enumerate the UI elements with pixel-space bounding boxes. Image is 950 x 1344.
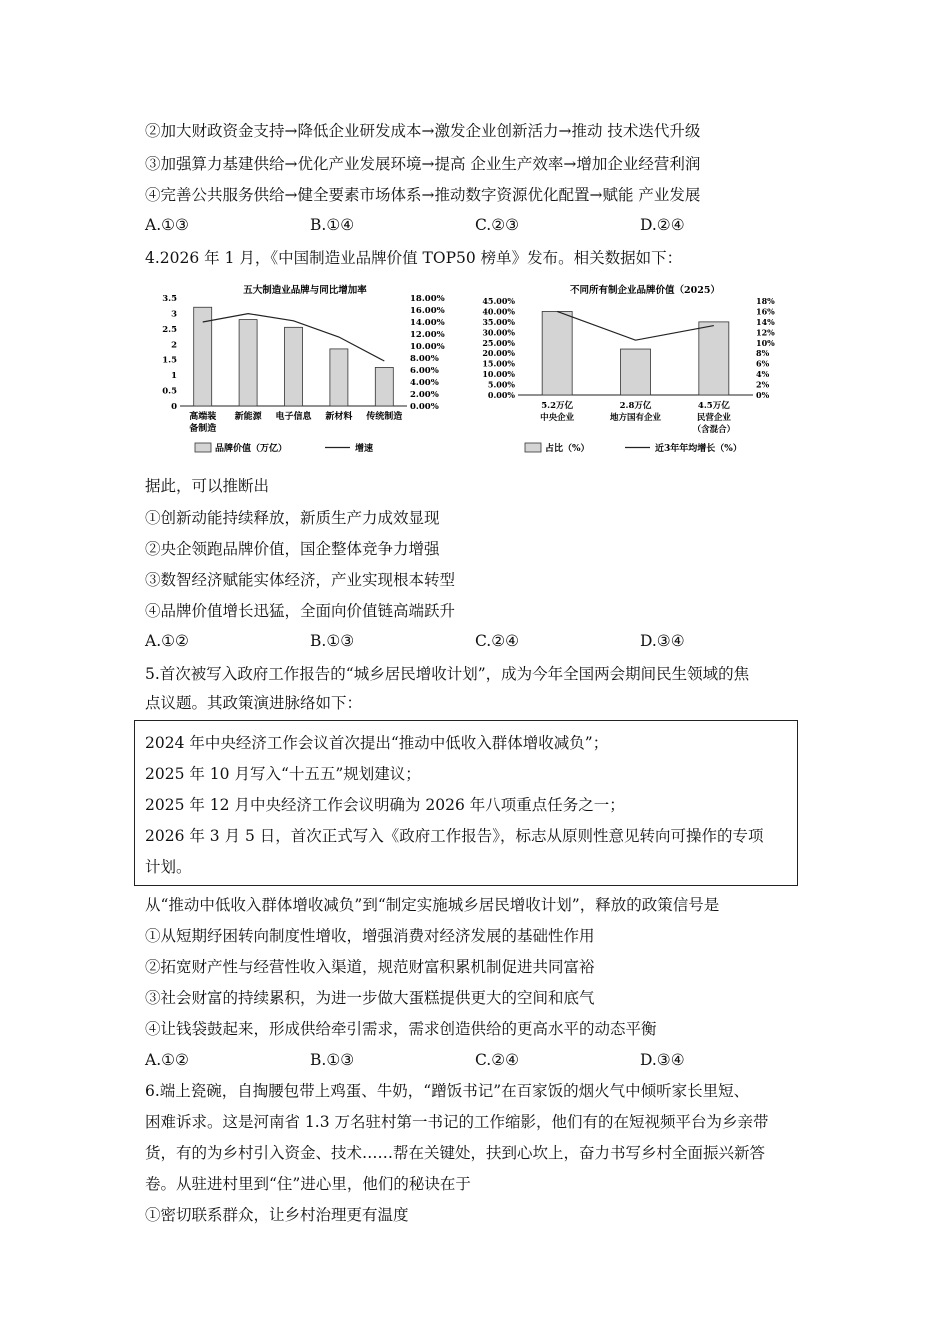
q6-stem-line-4: 卷。从驻进村里到“住”进心里，他们的秘诀在于	[145, 1175, 471, 1193]
legend-bar-swatch	[195, 443, 211, 452]
left-tick-label: 45.00%	[482, 296, 515, 306]
q5-option-b: B.①③	[310, 1051, 355, 1069]
bar	[375, 367, 393, 406]
left-tick-label: 40.00%	[482, 306, 515, 317]
bar	[542, 311, 572, 395]
right-tick-label: 10%	[756, 337, 775, 348]
q5-item-3: ③社会财富的持续累积，为进一步做大蛋糕提供更大的空间和底气	[145, 989, 595, 1007]
category-label: 4.5万亿民营企业（含混合）	[692, 401, 736, 435]
category-label: 新能源	[234, 412, 262, 422]
q5-question: 从“推动中低收入群体增收减负”到“制定实施城乡居民增收计划”，释放的政策信号是	[145, 896, 720, 914]
q5-option-d: D.③④	[640, 1051, 685, 1069]
left-tick-label: 10.00%	[482, 369, 515, 380]
legend-bar-label: 品牌价值（万亿）	[215, 444, 288, 454]
category-labels	[189, 410, 402, 434]
category-label: 5.2万亿中央企业	[540, 401, 575, 423]
q3-option-c: C.②③	[475, 216, 520, 234]
right-tick-label: 10.00%	[410, 342, 445, 352]
q4-item-4: ④品牌价值增长迅猛，全面向价值链高端跃升	[145, 602, 456, 620]
left-tick-label: 1	[171, 371, 177, 382]
right-tick-label: 18.00%	[410, 294, 445, 304]
growth-line-series	[557, 311, 714, 340]
right-tick-label: 16.00%	[410, 306, 445, 316]
left-tick-label: 35.00%	[482, 316, 515, 327]
q4-option-a: A.①②	[145, 632, 189, 650]
q5-box-line-1: 2024 年中央经济工作会议首次提出“推动中低收入群体增收减负”；	[145, 734, 609, 752]
q5-box-line-4: 2026 年 3 月 5 日，首次正式写入《政府工作报告》，标志从原则性意见转向可操作的专项	[145, 827, 764, 845]
q5-option-a: A.①②	[145, 1051, 189, 1069]
bar-series	[194, 307, 394, 406]
category-label: 传统制造	[366, 412, 403, 422]
category-labels	[540, 400, 735, 435]
q4-option-d: D.③④	[640, 632, 685, 650]
left-tick-label: 15.00%	[482, 358, 515, 369]
q3-item-3: ③加强算力基建供给→优化产业发展环境→提高 企业生产效率→增加企业经营利润	[145, 155, 701, 173]
right-tick-label: 4.00%	[410, 378, 439, 388]
q6-stem-line-2: 困难诉求。这是河南省 1.3 万名驻村第一书记的工作缩影，他们有的在短视频平台为乡亲带	[145, 1113, 769, 1131]
right-tick-label: 0%	[756, 390, 770, 400]
right-tick-label: 16%	[756, 306, 775, 317]
q5-option-c: C.②④	[475, 1051, 520, 1069]
q5-item-4: ④让钱袋鼓起来，形成供给牵引需求，需求创造供给的更高水平的动态平衡	[145, 1020, 657, 1038]
left-tick-label: 0	[171, 402, 177, 412]
q3-option-a: A.①③	[145, 216, 189, 234]
right-axis-ticks	[756, 296, 775, 400]
chart-industry-brand-value	[145, 279, 465, 465]
q5-box-line-2: 2025 年 10 月写入“十五五”规划建议；	[145, 765, 421, 783]
q3-option-d: D.②④	[640, 216, 685, 234]
right-tick-label: 6%	[756, 358, 770, 369]
left-tick-label: 1.5	[162, 355, 177, 366]
legend-bar-label: 占比（%）	[545, 444, 590, 454]
right-tick-label: 14%	[756, 316, 775, 327]
left-tick-label: 20.00%	[482, 348, 515, 359]
bar	[194, 307, 212, 406]
right-tick-label: 12.00%	[410, 330, 445, 340]
q5-item-2: ②拓宽财产性与经营性收入渠道，规范财富积累机制促进共同富裕	[145, 958, 595, 976]
left-tick-label: 3.5	[162, 294, 177, 304]
right-tick-label: 0.00%	[410, 402, 439, 412]
legend-line-label: 近3年年均增长（%）	[655, 444, 742, 454]
legend-bar-swatch	[525, 443, 541, 452]
right-tick-label: 2.00%	[410, 390, 439, 400]
left-tick-label: 25.00%	[482, 337, 515, 348]
q3-option-b: B.①④	[310, 216, 355, 234]
right-tick-label: 8.00%	[410, 354, 439, 364]
left-tick-label: 0.00%	[487, 390, 515, 400]
right-tick-label: 8%	[756, 348, 770, 359]
q4-stem: 4.2026 年 1 月，《中国制造业品牌价值 TOP50 榜单》发布。相关数据如下：	[145, 249, 683, 267]
chart-industry-svg	[145, 279, 465, 461]
right-tick-label: 4%	[756, 369, 770, 380]
chart-ownership-svg	[470, 279, 790, 461]
q4-item-3: ③数智经济赋能实体经济，产业实现根本转型	[145, 571, 456, 589]
right-axis-ticks	[410, 294, 445, 412]
category-label: 高端装备制造	[189, 412, 217, 434]
chart-legend	[525, 442, 742, 454]
left-axis-ticks	[162, 294, 177, 412]
q5-box-line-5: 计划。	[145, 858, 192, 876]
right-tick-label: 2%	[756, 379, 770, 390]
q4-option-b: B.①③	[310, 632, 355, 650]
left-tick-label: 2	[171, 340, 177, 351]
right-tick-label: 14.00%	[410, 318, 445, 328]
q5-stem-line-1: 5.首次被写入政府工作报告的“城乡居民增收计划”，成为今年全国两会期间民生领域的焦	[145, 665, 750, 683]
chart-title: 五大制造业品牌与同比增加率	[243, 285, 367, 296]
left-tick-label: 3	[171, 309, 177, 320]
right-tick-label: 18%	[756, 296, 775, 306]
chart-legend	[195, 442, 373, 454]
q4-item-1: ①创新动能持续释放，新质生产力成效显现	[145, 509, 440, 527]
right-tick-label: 12%	[756, 327, 775, 338]
category-label: 电子信息	[275, 412, 312, 422]
growth-line	[557, 311, 714, 340]
bar	[699, 322, 729, 395]
q5-box-line-3: 2025 年 12 月中央经济工作会议明确为 2026 年八项重点任务之一；	[145, 796, 625, 814]
q3-item-4: ④完善公共服务供给→健全要素市场体系→推动数字资源优化配置→赋能 产业发展	[145, 186, 701, 204]
q4-lead: 据此，可以推断出	[145, 477, 270, 495]
q6-item-1: ①密切联系群众，让乡村治理更有温度	[145, 1206, 409, 1224]
q4-option-c: C.②④	[475, 632, 520, 650]
q6-stem-line-1: 6.端上瓷碗，自掏腰包带上鸡蛋、牛奶，“蹭饭书记”在百家饭的烟火气中倾听家长里短、	[145, 1082, 750, 1100]
q3-item-2: ②加大财政资金支持→降低企业研发成本→激发企业创新活力→推动 技术迭代升级	[145, 122, 701, 140]
left-tick-label: 0.5	[162, 386, 177, 397]
bar	[285, 327, 303, 406]
left-tick-label: 2.5	[162, 324, 177, 335]
left-tick-label: 5.00%	[487, 379, 515, 390]
q4-item-2: ②央企领跑品牌价值，国企整体竞争力增强	[145, 540, 440, 558]
left-tick-label: 30.00%	[482, 327, 515, 338]
bar	[330, 349, 348, 406]
bar	[239, 320, 257, 406]
left-axis-ticks	[482, 296, 515, 400]
category-label: 2.8万亿地方国有企业	[609, 401, 662, 423]
chart-title: 不同所有制企业品牌价值（2025）	[570, 285, 720, 296]
legend-line-label: 增速	[355, 444, 374, 454]
q6-stem-line-3: 货，有的为乡村引入资金、技术……帮在关键处，扶到心坎上，奋力书写乡村全面振兴新答	[145, 1144, 766, 1162]
chart-ownership-brand-value	[470, 279, 790, 465]
q5-stem-line-2: 点议题。其政策演进脉络如下：	[145, 694, 363, 712]
bar-series	[542, 311, 729, 395]
bar	[621, 349, 651, 395]
q5-item-1: ①从短期纾困转向制度性增收，增强消费对经济发展的基础性作用	[145, 927, 595, 945]
right-tick-label: 6.00%	[410, 366, 439, 376]
category-label: 新材料	[325, 412, 353, 422]
